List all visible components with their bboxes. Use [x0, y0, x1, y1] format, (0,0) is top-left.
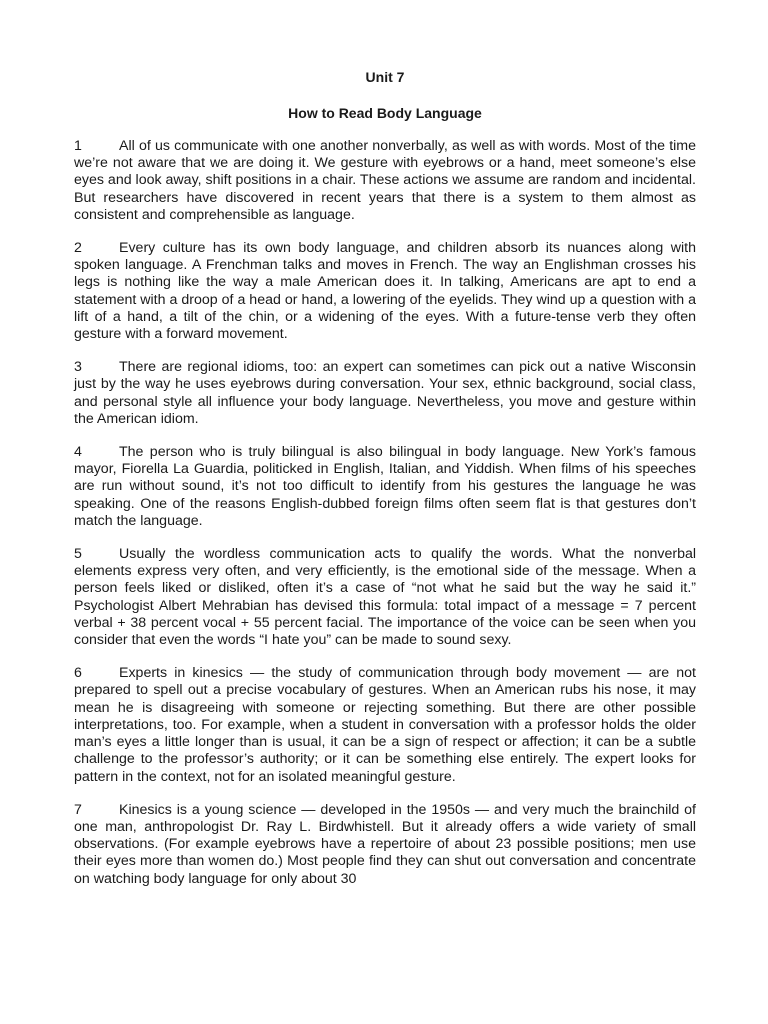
paragraph-7	[74, 802, 696, 888]
paragraph-3	[74, 359, 696, 428]
paragraph-2	[74, 240, 696, 343]
paragraph-text: There are regional idioms, too: an expert can sometimes can pick out a native Wisconsin just by the way he uses eyebrows during conversation. Your sex, ethnic background, social class, and personal style all influence your body language. Nevertheless, you move and gesture within the American idiom.	[74, 359, 696, 427]
paragraph-number: 6	[74, 665, 82, 682]
paragraph-number: 2	[74, 240, 82, 257]
paragraph-number: 3	[74, 359, 82, 376]
paragraph-6	[74, 665, 696, 785]
paragraph-text: Every culture has its own body language, and children absorb its nuances along with spoken language. A Frenchman talks and moves in French. The way an Englishman crosses his legs is nothing like the way a male American does it. In talking, Americans are apt to end a statement with a droop of a head or hand, a lowering of the eyelids. They wind up a question with a lift of a hand, a tilt of the chin, or a widening of the eyes. With a future-tense verb they often gesture with a forward movement.	[74, 240, 696, 343]
paragraph-number: 1	[74, 138, 82, 154]
paragraph-text: Kinesics is a young science — developed in the 1950s — and very much the brainchild of one man, anthropologist Dr. Ray L. Birdwhistell. But it already offers a wide variety of small observations. (For example eyebrows have a repertoire of about 23 possible positions; men use their eyes more than women do.) Most people find they can shut out conversation and concentrate on watching body language for only about 30	[74, 801, 696, 887]
paragraph-4	[74, 444, 696, 530]
paragraph-number: 5	[74, 546, 82, 563]
document-title: How to Read Body Language	[288, 105, 482, 121]
paragraph-text: All of us communicate with one another nonverbally, as well as with words. Most of the time we’re not aware that we are doing it. We gesture with eyebrows or a hand, meet someone’s else eyes and look away, shift positions in a chair. These actions we assume are random and incidental. But researchers have discovered in recent years that there is a system to them almost as consistent and comprehensible as language.	[74, 138, 696, 223]
paragraph-text: The person who is truly bilingual is also bilingual in body language. New York’s famous mayor, Fiorella La Guardia, politicked in English, Italian, and Yiddish. When films of his speeches are run without sound, it’s not too difficult to identify from his gestures the language he was speaking. One of the reasons English-dubbed foreign films often seem flat is that gestures don’t match the language.	[74, 444, 696, 529]
paragraph-number: 4	[74, 444, 82, 461]
document-page	[74, 68, 696, 904]
paragraph-1	[74, 138, 696, 224]
paragraph-text: Usually the wordless communication acts to qualify the words. What the nonverbal elements express very often, and very efficiently, is the emotional side of the message. When a person feels liked or disliked, often it’s a case of “not what he said but the way he said it.” Psychologist Albert Mehrabian has devised this formula: total impact of a message = 7 percent verbal + 38 percent vocal + 55 percent facial. The importance of the voice can be seen when you consider that even the words “I hate you” can be made to sound sexy.	[74, 546, 696, 649]
unit-heading: Unit 7	[365, 69, 405, 85]
paragraph-text: Experts in kinesics — the study of communication through body movement — are not prepared to spell out a precise vocabulary of gestures. When an American rubs his nose, it may mean he is disagreeing with someone or rejecting something. But there are other possible interpretations, too. For example, when a student in conversation with a professor holds the older man’s eyes a little longer than is usual, it can be a sign of respect or affection; it can be a subtle challenge to the professor’s authority; or it can be something else entirely. The expert looks for pattern in the context, not for an isolated meaningful gesture.	[74, 665, 696, 785]
paragraph-5	[74, 546, 696, 649]
paragraph-number: 7	[74, 801, 82, 818]
